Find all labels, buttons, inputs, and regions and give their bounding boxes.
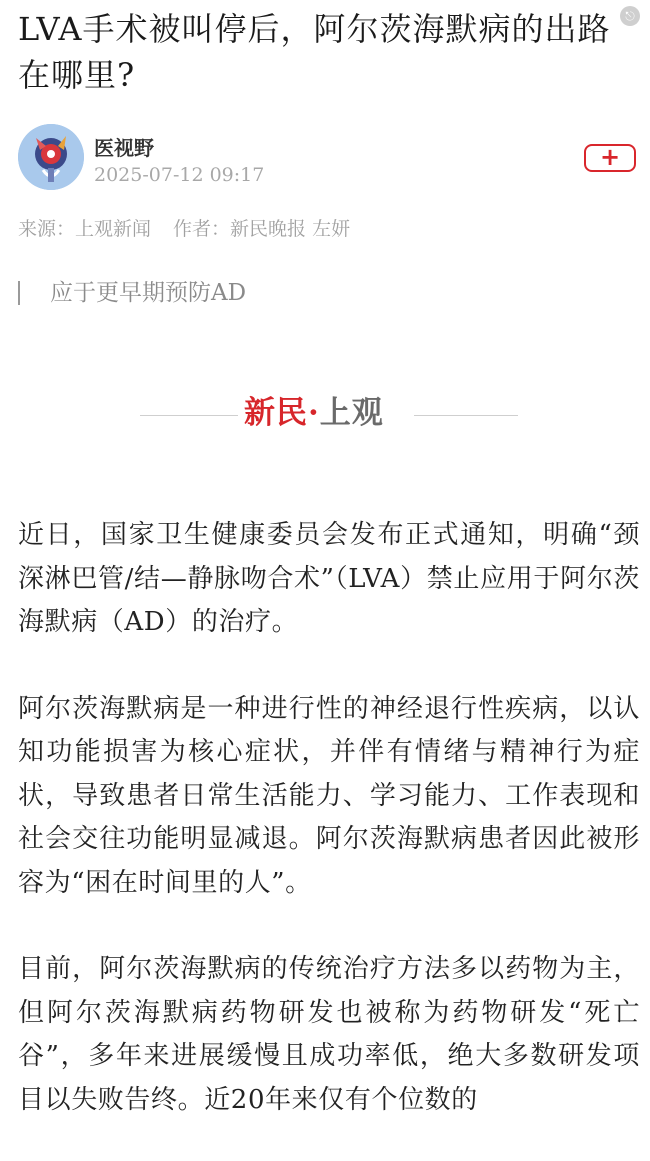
article-summary bbox=[18, 276, 618, 310]
author-label: 作者： bbox=[173, 218, 231, 240]
source-value: 上观新闻 bbox=[75, 218, 152, 240]
logo-dot: · bbox=[308, 395, 320, 431]
article-title: LVA手术被叫停后，阿尔茨海默病的出路在哪里? bbox=[18, 10, 611, 94]
source-row bbox=[18, 214, 350, 241]
summary-bar bbox=[18, 281, 20, 305]
follow-button[interactable]: + bbox=[584, 144, 636, 172]
logo-gray-text: 上观 bbox=[319, 395, 384, 431]
publish-time: 2025-07-12 09:17 bbox=[94, 164, 265, 186]
brand-divider bbox=[140, 390, 518, 436]
author-row bbox=[18, 124, 638, 192]
exit-icon[interactable]: ⎋ bbox=[620, 6, 640, 26]
author-name[interactable]: 医视野 bbox=[94, 136, 154, 160]
divider-line-left bbox=[140, 415, 238, 416]
author-avatar[interactable] bbox=[18, 124, 84, 190]
article-paragraph: 近日，国家卫生健康委员会发布正式通知，明确“颈深淋巴管/结—静脉吻合术”（LVA）禁止应用于阿尔茨海默病（AD）的治疗。 bbox=[18, 520, 640, 637]
avatar-illustration-icon bbox=[18, 124, 84, 190]
article-paragraph: 阿尔茨海默病是一种进行性的神经退行性疾病，以认知功能损害为核心症状，并伴有情绪与精神行为症状，导致患者日常生活能力、学习能力、工作表现和社会交往功能明显减退。阿尔茨海默病患者因此被形容为“困在时间里的人”。 bbox=[18, 693, 640, 898]
article-body bbox=[18, 514, 640, 1161]
article-paragraph: 目前，阿尔茨海默病的传统治疗方法多以药物为主，但阿尔茨海默病药物研发也被称为药物研发“死亡谷”，多年来进展缓慢且成功率低，绝大多数研发项目以失败告终。近20年来仅有个位数的 bbox=[18, 954, 640, 1115]
xinmin-shangguan-logo bbox=[244, 390, 412, 436]
source-label: 来源： bbox=[18, 218, 76, 240]
author-value: 新民晚报 左妍 bbox=[230, 218, 351, 240]
logo-red-text: 新民 bbox=[244, 395, 308, 431]
summary-text: 应于更早期预防AD bbox=[50, 280, 247, 306]
divider-line-right bbox=[414, 415, 518, 416]
